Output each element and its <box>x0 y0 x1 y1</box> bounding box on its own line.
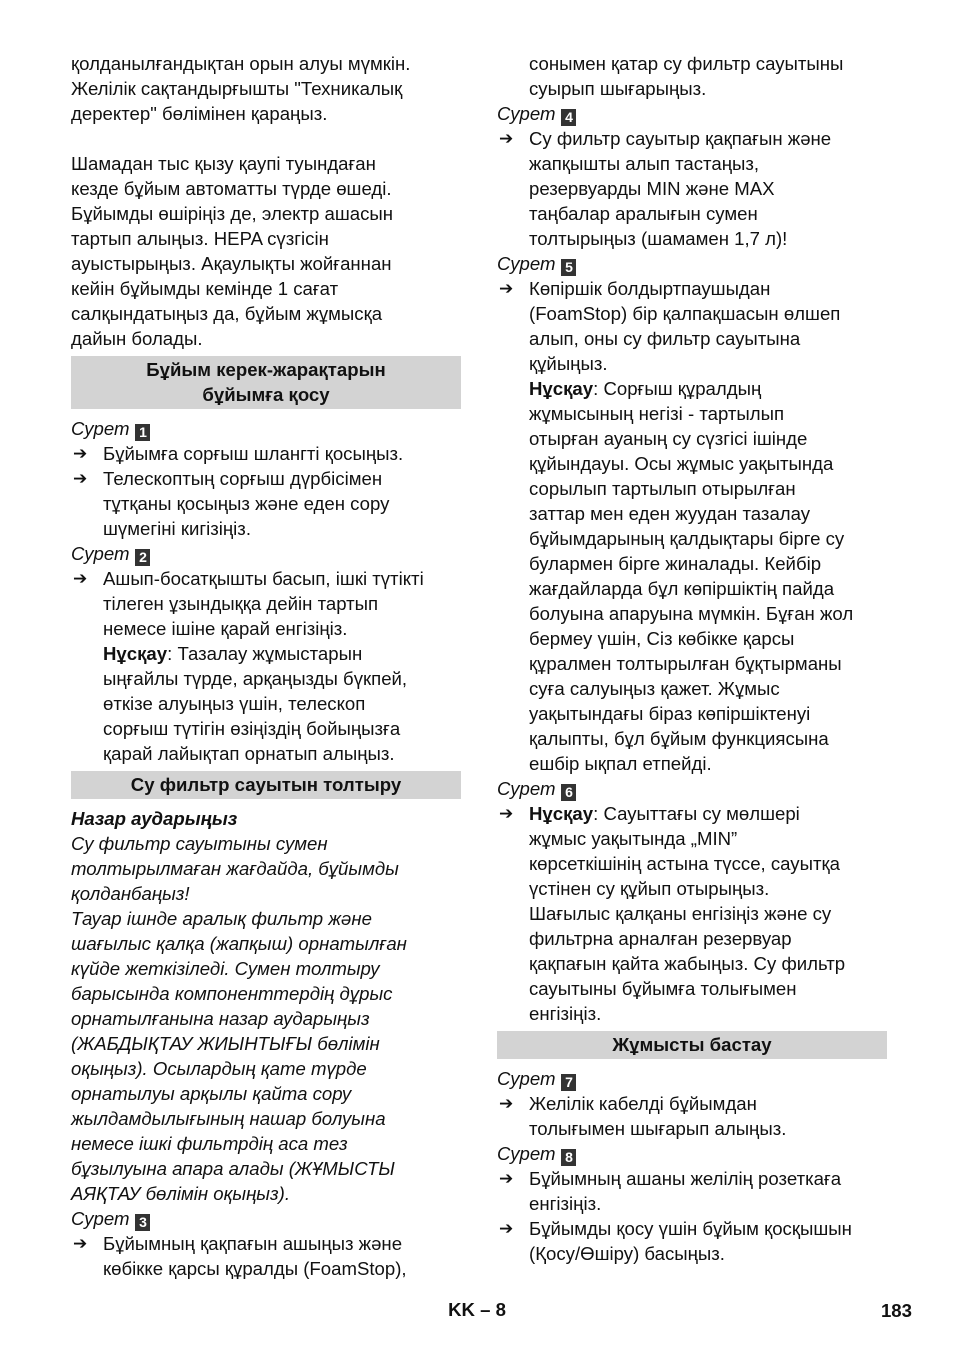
paragraph: Шамадан тыс қызу қаупі туындаған кезде бұйым автоматты түрде өшеді. Бұйымды өшіріңіз де, электр ашасын тартып алыңыз. HEPA сүзгісін ауыстырыңыз. Ақаулықты жойғаннан кейін бұйымды кемінде 1 сағат салқындатыңыз да, бұйым жұмысқа дайын болады. <box>71 153 394 349</box>
arrow-right-icon: ➔ <box>73 469 88 488</box>
figure-reference: Сурет 4 <box>497 101 887 126</box>
section-heading: Су фильтр сауытын толтыру <box>71 771 461 799</box>
arrow-right-icon: ➔ <box>499 1219 514 1238</box>
instruction-step: ➔ Бұйымға сорғыш шлангті қосыңыз. <box>73 443 404 464</box>
figure-reference: Сурет 8 <box>497 1141 887 1166</box>
figure-number-badge: 6 <box>561 784 576 801</box>
figure-reference: Сурет 5 <box>497 251 887 276</box>
figure-reference: Сурет 2 <box>71 541 461 566</box>
page-number: 183 <box>880 1300 912 1321</box>
instruction-step: ➔ Бұйымның ашаны желілің розеткаға енгізіңіз. <box>499 1168 842 1214</box>
instruction-step: ➔ Нұсқау: Сауыттағы су мөлшері жұмыс уақытында „MIN” көрсеткішінің астына түссе, сауытқа үстінен су құйып отырыңыз. Шағылыс қалқаны енгізіңіз және су фильтрна арналған резервуар қақпағын қайта жабыңыз. Су фильтр сауытыны бұйымға толығымен енгізіңіз. <box>499 803 846 1024</box>
arrow-right-icon: ➔ <box>73 569 88 588</box>
figure-number-badge: 8 <box>561 1149 576 1166</box>
arrow-right-icon: ➔ <box>499 1094 514 1113</box>
figure-reference: Сурет 6 <box>497 776 887 801</box>
arrow-right-icon: ➔ <box>499 129 514 148</box>
section-heading: Бұйым керек-жарақтарын бұйымға қосу <box>71 356 461 409</box>
instruction-step: ➔ Бұйымды қосу үшін бұйым қосқышын (Қосу/Өшіру) басыңыз. <box>499 1218 852 1264</box>
figure-number-badge: 4 <box>561 109 576 126</box>
figure-reference: Сурет 3 <box>71 1206 461 1231</box>
instruction-step: ➔ Бұйымның қақпағын ашыңыз және көбікке қарсы құралды (FoamStop), <box>73 1233 407 1279</box>
instruction-step: ➔ Желілік кабелді бұйымдан толығымен шығарып алыңыз. <box>499 1093 787 1139</box>
instruction-step: ➔ Телескоптың сорғыш дүрбісімен тұтқаны қосыңыз және еден сору шүмегіні кигізіңіз. <box>73 468 390 539</box>
note: Нұсқау: Сорғыш құралдың жұмысының негізі - тартылып отырған ауаның су сүзгісі ішінде құйындауы. Осы жұмыс уақытында сорылып тартылып отырылған заттар мен еден жуудан тазалау бұйымдарының қалдықтары бірге су булармен бірге жиналады. Кейбір жағдайларда бұл көпіршіктің пайда болуына апаруына мүмкін. Бұған жол бермеу үшін, Сіз көбікке қарсы құралмен толтырылған бұқтырманы суға салуыңыз қажет. Жұмыс уақытындағы біраз көпіршіктенуі қалыпты, бұл бұйым функциясына ешбір ықпал етпейді. <box>529 378 854 774</box>
footer-section-label: KK – 8 <box>448 1299 506 1320</box>
left-column <box>71 51 461 1281</box>
figure-number-badge: 5 <box>561 259 576 276</box>
right-column <box>497 51 887 1266</box>
arrow-right-icon: ➔ <box>73 444 88 463</box>
arrow-right-icon: ➔ <box>73 1234 88 1253</box>
instruction-step: ➔ Су фильтр сауытыр қақпағын және жапқышты алып тастаңыз, резервуарды MIN және MAX таңбалар аралығын сумен толтырыңыз (шамамен 1,7 л)! <box>499 128 832 249</box>
warning-text: Су фильтр сауытыны сумен толтырылмаған жағдайда, бұйымды қолданбаңыз! Тауар ішнде аралық фильтр және шағылыс қалқа (жапқыш) орнатылған күйде жеткізіледі. Сумен толтыру барысында компоненттердің дұрыс орнатылғанына назар аударыңыз (ЖАБДЫҚТАУ ЖИЫНТЫҒЫ бөлімін оқыңыз). Осылардың қате түрде орнатылуы арқылы қайта сору жылдамдылығының нашар болуына немесе ішкі фильтрдің аса тез бұзылуына апара алады (ЖҰМЫСТЫ АЯҚТАУ бөлімін оқыңыз). <box>71 833 407 1204</box>
arrow-right-icon: ➔ <box>499 804 514 823</box>
figure-number-badge: 7 <box>561 1074 576 1091</box>
paragraph: қолданылғандықтан орын алуы мүмкін. Желілік сақтандырғышты "Техникалық деректер" бөлімінен қараңыз. <box>71 53 411 124</box>
figure-number-badge: 3 <box>135 1214 150 1231</box>
attention-heading: Назар аударыңыз <box>71 808 238 829</box>
section-heading: Жұмысты бастау <box>497 1031 887 1059</box>
figure-number-badge: 2 <box>135 549 150 566</box>
note: Нұсқау: Тазалау жұмыстарын ыңғайлы түрде, арқаңызды бүкпей, өткізе алуыңыз үшін, телескоп сорғыш түтігін өзіңіздің бойыңызға қарай лайықтап орнатып алыңыз. <box>103 643 408 764</box>
arrow-right-icon: ➔ <box>499 1169 514 1188</box>
instruction-continuation: сонымен қатар су фильтр сауытыны суырып шығарыңыз. <box>529 53 844 99</box>
instruction-step: ➔ Ашып-босатқышты басып, ішкі түтікті тілеген ұзындыққа дейін тартып немесе ішіне қарай енгізіңіз. <box>73 568 424 639</box>
figure-number-badge: 1 <box>135 424 150 441</box>
figure-reference: Сурет 1 <box>71 416 461 441</box>
instruction-step: ➔ Көпіршік болдыртпаушыдан (FoamStop) бір қалпақшасын өлшеп алып, оны су фильтр сауытына құйыңыз. <box>499 278 841 374</box>
figure-reference: Сурет 7 <box>497 1066 887 1091</box>
arrow-right-icon: ➔ <box>499 279 514 298</box>
